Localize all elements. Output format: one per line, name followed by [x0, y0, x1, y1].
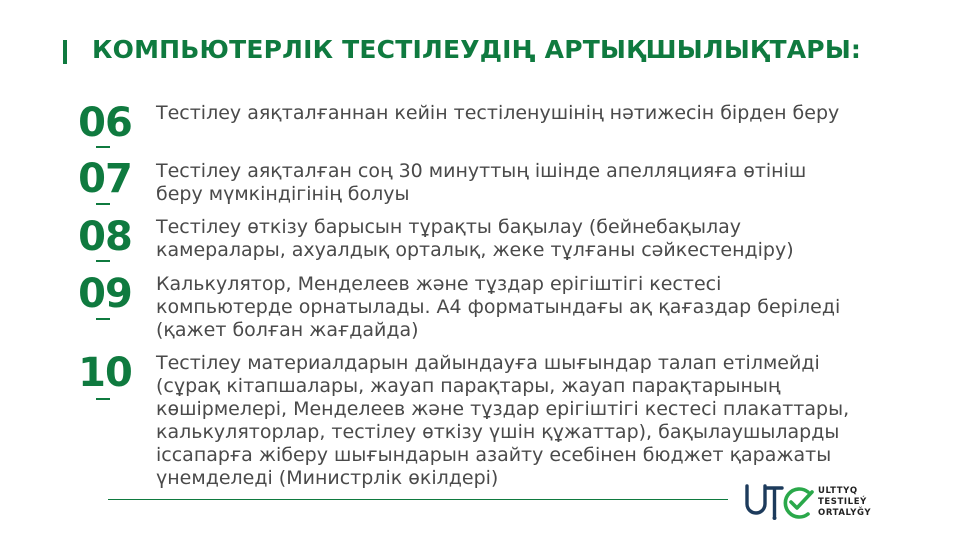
item-text-line: камералары, ахуалдық орталық, жеке тұлғаны сәйкестендіру)	[156, 239, 794, 261]
item-text-line: көшірмелері, Менделеев және тұздар ерігіштігі кестесі плакаттары,	[156, 398, 850, 420]
page-title: КОМПЬЮТЕРЛІК ТЕСТІЛЕУДІҢ АРТЫҚШЫЛЫҚТАРЫ:	[92, 35, 862, 64]
title-accent-bar	[63, 40, 67, 64]
number-underline	[96, 203, 110, 205]
item-text-line: Тестілеу аяқталған соң 30 минуттың ішінде апелляцияға өтініш	[156, 160, 807, 182]
item-text-line: (қажет болған жағдайда)	[156, 319, 419, 341]
item-text-line: іссапарға жіберу шығындарын азайту есебінен бюджет қаражаты	[156, 444, 832, 466]
item-text	[156, 352, 876, 490]
number-underline	[96, 146, 110, 148]
item-text-line: Тестілеу материалдарын дайындауға шығындар талап етілмейді	[156, 352, 820, 374]
item-text-line: үнемделеді (Министрлік өкілдері)	[156, 467, 499, 489]
utc-logo	[744, 480, 944, 530]
logo-wordmark	[818, 486, 871, 519]
item-text-line: (сұрақ кітапшалары, жауап парақтары, жауап парақтарының	[156, 375, 781, 397]
item-text	[156, 273, 876, 342]
item-text-line: беру мүмкіндігінің болуы	[156, 183, 410, 205]
item-text	[156, 160, 876, 206]
item-number: 06	[78, 100, 132, 146]
number-underline	[96, 398, 110, 400]
item-text-line: Калькулятор, Менделеев және тұздар ерігіштігі кестесі	[156, 273, 722, 295]
footer-divider	[108, 499, 728, 500]
item-text-line: компьютерде орнатылады. А4 форматындағы ақ қағаздар беріледі	[156, 296, 841, 318]
item-number: 09	[78, 271, 132, 317]
item-number: 10	[78, 350, 132, 396]
item-text	[156, 216, 876, 262]
logo-text-line: ORTALYĞY	[818, 508, 872, 518]
item-number: 07	[78, 156, 132, 202]
logo-text-line: ULTTYQ	[818, 486, 858, 496]
item-text	[156, 102, 876, 125]
logo-text-line: TESTILEÝ	[818, 497, 867, 507]
item-number: 08	[78, 214, 132, 260]
item-text-line: калькуляторлар, тестілеу өткізу үшін құжаттар), бақылаушыларды	[156, 421, 840, 443]
number-underline	[96, 260, 110, 262]
utc-logo-mark-icon	[744, 480, 816, 524]
item-text-line: Тестілеу өткізу барысын тұрақты бақылау (бейнебақылау	[156, 216, 742, 238]
item-text-line: Тестілеу аяқталғаннан кейін тестіленушінің нәтижесін бірден беру	[156, 102, 840, 124]
number-underline	[96, 318, 110, 320]
